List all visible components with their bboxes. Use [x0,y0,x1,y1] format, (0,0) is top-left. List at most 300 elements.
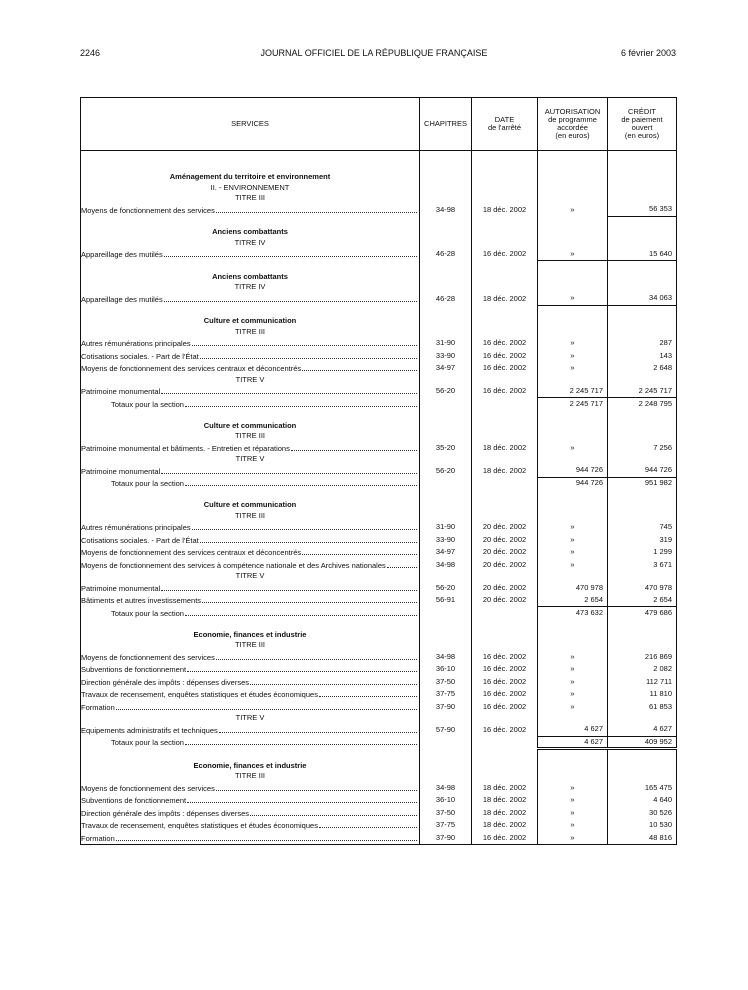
dot-leader [200,534,417,543]
empty-cell [608,571,677,582]
empty-cell [608,761,677,772]
chapitre-cell: 34-98 [420,559,472,572]
autorisation-cell: » [538,204,608,217]
date-cell [472,607,538,620]
chapitre-cell: 31-90 [420,521,472,534]
empty-cell [538,162,608,173]
table-row [81,454,677,465]
empty-cell [538,227,608,238]
credits-table [80,97,677,845]
date-cell: 16 déc. 2002 [472,385,538,398]
empty-cell [472,282,538,293]
empty-cell [538,713,608,724]
chapitre-cell: 34-97 [420,546,472,559]
credit-cell: 4 627 [608,724,677,737]
empty-cell [420,151,472,162]
chapitre-cell: 34-98 [420,782,472,795]
titre-heading: TITRE III [81,193,420,204]
table-row [81,204,677,217]
table-row [81,771,677,782]
date-cell: 18 déc. 2002 [472,819,538,832]
dot-leader [185,398,417,407]
credit-cell: 2 082 [608,663,677,676]
table-row [81,337,677,350]
table-row [81,442,677,455]
autorisation-cell: » [538,248,608,261]
empty-cell [608,421,677,432]
empty-cell [608,771,677,782]
date-cell: 20 déc. 2002 [472,534,538,547]
service-label: Appareillage des mutilés [81,250,163,259]
table-row [81,663,677,676]
empty-cell [608,238,677,249]
service-label: Patrimoine monumental [81,466,161,476]
service-cell [81,248,420,261]
table-row [81,749,677,761]
dot-leader [192,337,417,346]
service-cell [81,794,420,807]
empty-cell [538,771,608,782]
service-cell [81,807,420,820]
empty-cell [420,238,472,249]
date-cell: 16 déc. 2002 [472,248,538,261]
empty-cell [420,571,472,582]
autorisation-cell: » [538,663,608,676]
page-number: 2246 [80,48,101,58]
dot-leader [319,688,417,697]
date-cell [472,398,538,411]
table-row [81,282,677,293]
dot-leader [116,701,417,710]
empty-cell [472,771,538,782]
service-cell [81,442,420,455]
empty-cell [472,172,538,183]
empty-cell [608,511,677,522]
table-row [81,630,677,641]
date-cell: 18 déc. 2002 [472,782,538,795]
empty-cell [538,151,608,162]
empty-cell [420,305,472,316]
total-label: Totaux pour la section [111,399,184,409]
service-label: Moyens de fonctionnement des services centraux et déconcentrés [81,364,302,373]
table-row [81,761,677,772]
chapitre-cell: 31-90 [420,337,472,350]
service-cell [81,688,420,701]
service-cell [81,724,420,737]
table-row [81,316,677,327]
table-row [81,238,677,249]
table-row [81,362,677,375]
autorisation-cell: 4 627 [538,736,608,749]
chapitre-cell: 37-75 [420,819,472,832]
table-row [81,500,677,511]
empty-cell [472,162,538,173]
dot-leader [116,832,417,841]
autorisation-cell: 2 654 [538,594,608,607]
table-row [81,327,677,338]
empty-cell [472,216,538,227]
table-row [81,619,677,630]
empty-cell [538,490,608,501]
blank-cell [81,151,420,162]
empty-cell [472,261,538,272]
chapitre-cell [420,736,472,749]
credit-cell: 7 256 [608,442,677,455]
dot-leader [185,477,417,486]
dot-leader [302,362,417,371]
table-row [81,375,677,386]
date-cell: 20 déc. 2002 [472,546,538,559]
empty-cell [420,227,472,238]
date-cell: 16 déc. 2002 [472,362,538,375]
dot-leader [250,676,417,685]
service-cell [81,546,420,559]
chapitre-cell [420,607,472,620]
date-cell: 16 déc. 2002 [472,832,538,845]
autorisation-cell: 944 726 [538,477,608,490]
titre-heading: TITRE IV [81,282,420,293]
dot-leader [161,465,417,474]
credit-cell: 143 [608,350,677,363]
titre-heading: TITRE III [81,327,420,338]
service-label: Moyens de fonctionnement des services à compétence nationale et des Archives nationales [81,560,386,570]
empty-cell [608,282,677,293]
service-label: Bâtiments et autres investissements [81,596,202,605]
empty-cell [538,500,608,511]
empty-cell [608,431,677,442]
table-row [81,582,677,595]
date-cell: 18 déc. 2002 [472,465,538,478]
credit-cell: 745 [608,521,677,534]
empty-cell [608,172,677,183]
chapitre-cell: 33-90 [420,350,472,363]
chapitre-cell: 46-28 [420,293,472,306]
titre-heading: TITRE III [81,431,420,442]
total-label: Totaux pour la section [111,738,184,747]
service-label: Formation [81,833,115,843]
empty-cell [420,431,472,442]
credit-cell: 216 869 [608,651,677,664]
credit-cell: 2 648 [608,362,677,375]
service-label: Moyens de fonctionnement des services [81,783,215,793]
blank-cell [81,305,420,316]
empty-cell [608,713,677,724]
section-heading: Aménagement du territoire et environnement [81,172,420,183]
autorisation-cell: » [538,688,608,701]
empty-cell [420,630,472,641]
empty-cell [420,162,472,173]
dot-leader [216,782,417,791]
date-cell: 20 déc. 2002 [472,594,538,607]
empty-cell [472,500,538,511]
date-cell: 16 déc. 2002 [472,688,538,701]
table-row [81,272,677,283]
empty-cell [608,261,677,272]
table-row [81,193,677,204]
titre-heading: TITRE V [81,571,420,582]
chapitre-cell: 34-97 [420,362,472,375]
chapitre-cell: 34-98 [420,204,472,217]
table-body [81,151,677,845]
table-row [81,676,677,689]
autorisation-cell: » [538,350,608,363]
empty-cell [420,490,472,501]
chapitre-cell: 36-10 [420,663,472,676]
service-label: Autres rémunérations principales [81,523,191,532]
section-heading: Culture et communication [81,421,420,432]
col-chapitres: CHAPITRES [420,98,472,151]
total-label: Totaux pour la section [111,608,184,618]
autorisation-cell: » [538,293,608,306]
table-row [81,350,677,363]
service-label: Moyens de fonctionnement des services centraux et déconcentrés [81,548,302,557]
chapitre-cell: 37-90 [420,701,472,714]
table-row [81,832,677,845]
service-cell [81,594,420,607]
dot-leader [164,293,417,302]
total-label-cell [81,736,420,749]
table-row [81,559,677,572]
autorisation-cell: 944 726 [538,465,608,478]
date-cell: 20 déc. 2002 [472,521,538,534]
chapitre-cell: 35-20 [420,442,472,455]
date-cell: 18 déc. 2002 [472,442,538,455]
credit-cell: 34 063 [608,293,677,306]
chapitre-cell: 56-20 [420,465,472,478]
service-label: Cotisations sociales. - Part de l'État [81,351,199,361]
empty-cell [472,490,538,501]
empty-cell [538,761,608,772]
service-label: Patrimoine monumental [81,387,161,396]
total-label: Totaux pour la section [111,479,184,488]
autorisation-cell: 473 632 [538,607,608,620]
service-cell [81,663,420,676]
issue-date: 6 février 2003 [620,48,676,58]
dot-leader [192,521,417,530]
autorisation-cell: » [538,794,608,807]
credit-cell: 470 978 [608,582,677,595]
credit-cell: 112 711 [608,676,677,689]
titre-heading: TITRE V [81,375,420,386]
empty-cell [538,238,608,249]
autorisation-cell: » [538,546,608,559]
credit-cell: 4 640 [608,794,677,807]
dot-leader [164,248,417,257]
date-cell: 20 déc. 2002 [472,582,538,595]
blank-cell [81,216,420,227]
titre-heading: TITRE III [81,640,420,651]
empty-cell [608,162,677,173]
autorisation-cell: 470 978 [538,582,608,595]
date-cell [472,736,538,749]
empty-cell [420,272,472,283]
empty-cell [538,316,608,327]
service-cell [81,676,420,689]
table-row [81,688,677,701]
empty-cell [538,282,608,293]
empty-cell [472,151,538,162]
service-label: Subventions de fonctionnement [81,796,187,805]
empty-cell [472,183,538,194]
empty-cell [608,227,677,238]
table-row [81,172,677,183]
col-autorisation: AUTORISATION de programme accordée (en euros) [538,98,608,151]
date-cell: 16 déc. 2002 [472,701,538,714]
empty-cell [538,172,608,183]
date-cell: 18 déc. 2002 [472,794,538,807]
dot-leader [161,582,417,591]
dot-leader [185,736,417,745]
table-row [81,511,677,522]
table-row [81,421,677,432]
date-cell: 18 déc. 2002 [472,807,538,820]
autorisation-cell: » [538,337,608,350]
autorisation-cell: » [538,559,608,572]
empty-cell [420,771,472,782]
service-cell [81,701,420,714]
dot-leader [187,663,417,672]
date-cell: 16 déc. 2002 [472,724,538,737]
empty-cell [538,216,608,227]
chapitre-cell: 34-98 [420,651,472,664]
table-row [81,594,677,607]
empty-cell [608,630,677,641]
empty-cell [538,183,608,194]
autorisation-cell: 2 245 717 [538,385,608,398]
empty-cell [420,375,472,386]
service-cell [81,832,420,845]
dot-leader [185,607,417,616]
section-heading: Anciens combattants [81,227,420,238]
empty-cell [472,421,538,432]
empty-cell [472,761,538,772]
empty-cell [472,193,538,204]
dot-leader [216,651,417,660]
empty-cell [538,193,608,204]
empty-cell [608,454,677,465]
autorisation-cell: » [538,362,608,375]
empty-cell [538,261,608,272]
total-label-cell [81,607,420,620]
chapitre-cell: 56-20 [420,582,472,595]
empty-cell [538,630,608,641]
service-label: Travaux de recensement, enquêtes statistiques et études économiques [81,821,318,830]
empty-cell [472,327,538,338]
titre-heading: TITRE III [81,511,420,522]
table-row [81,724,677,737]
empty-cell [472,619,538,630]
empty-cell [608,619,677,630]
table-row [81,713,677,724]
table-row [81,465,677,478]
credit-cell: 409 952 [608,736,677,749]
service-cell [81,651,420,664]
section-heading: Anciens combattants [81,272,420,283]
table-row [81,305,677,316]
service-label: Direction générale des impôts : dépenses diverses [81,808,250,818]
empty-cell [472,227,538,238]
table-row [81,782,677,795]
empty-cell [538,375,608,386]
credit-cell: 319 [608,534,677,547]
dot-leader [219,724,417,733]
section-heading: Culture et communication [81,316,420,327]
empty-cell [420,282,472,293]
blank-cell [81,261,420,272]
service-label: Formation [81,702,115,712]
empty-cell [608,272,677,283]
empty-cell [420,511,472,522]
service-label: Moyens de fonctionnement des services [81,205,215,215]
credit-cell: 951 982 [608,477,677,490]
chapitre-cell [420,477,472,490]
dot-leader [291,442,417,451]
table-row [81,521,677,534]
empty-cell [538,305,608,316]
service-label: Autres rémunérations principales [81,339,191,348]
titre-heading: TITRE III [81,771,420,782]
empty-cell [538,431,608,442]
credit-cell: 2 245 717 [608,385,677,398]
empty-cell [608,316,677,327]
empty-cell [472,630,538,641]
table-row [81,477,677,490]
empty-cell [538,640,608,651]
service-label: Travaux de recensement, enquêtes statistiques et études économiques [81,690,318,699]
chapitre-cell: 46-28 [420,248,472,261]
empty-cell [608,410,677,421]
empty-cell [538,454,608,465]
chapitre-cell: 56-91 [420,594,472,607]
empty-cell [420,454,472,465]
table-row [81,607,677,620]
empty-cell [420,193,472,204]
service-label: Equipements administratifs et techniques [81,725,218,735]
empty-cell [538,327,608,338]
empty-cell [420,640,472,651]
credit-cell: 56 353 [608,204,677,217]
blank-cell [81,619,420,630]
table-row [81,640,677,651]
date-cell: 16 déc. 2002 [472,350,538,363]
autorisation-cell: » [538,807,608,820]
dot-leader [216,204,417,213]
autorisation-cell: » [538,782,608,795]
empty-cell [472,305,538,316]
empty-cell [608,183,677,194]
empty-cell [608,500,677,511]
empty-cell [472,410,538,421]
empty-cell [608,327,677,338]
service-label: Subventions de fonctionnement [81,665,187,674]
service-cell [81,782,420,795]
date-cell: 16 déc. 2002 [472,676,538,689]
table-row [81,819,677,832]
table-row [81,571,677,582]
autorisation-cell: » [538,534,608,547]
titre-heading: TITRE V [81,713,420,724]
section-heading: Culture et communication [81,500,420,511]
service-label: Moyens de fonctionnement des services [81,652,215,662]
credit-cell: 479 686 [608,607,677,620]
autorisation-cell: » [538,442,608,455]
total-label-cell [81,477,420,490]
empty-cell [420,172,472,183]
credit-cell: 15 640 [608,248,677,261]
table-row [81,227,677,238]
titre-heading: TITRE V [81,454,420,465]
table-row [81,701,677,714]
